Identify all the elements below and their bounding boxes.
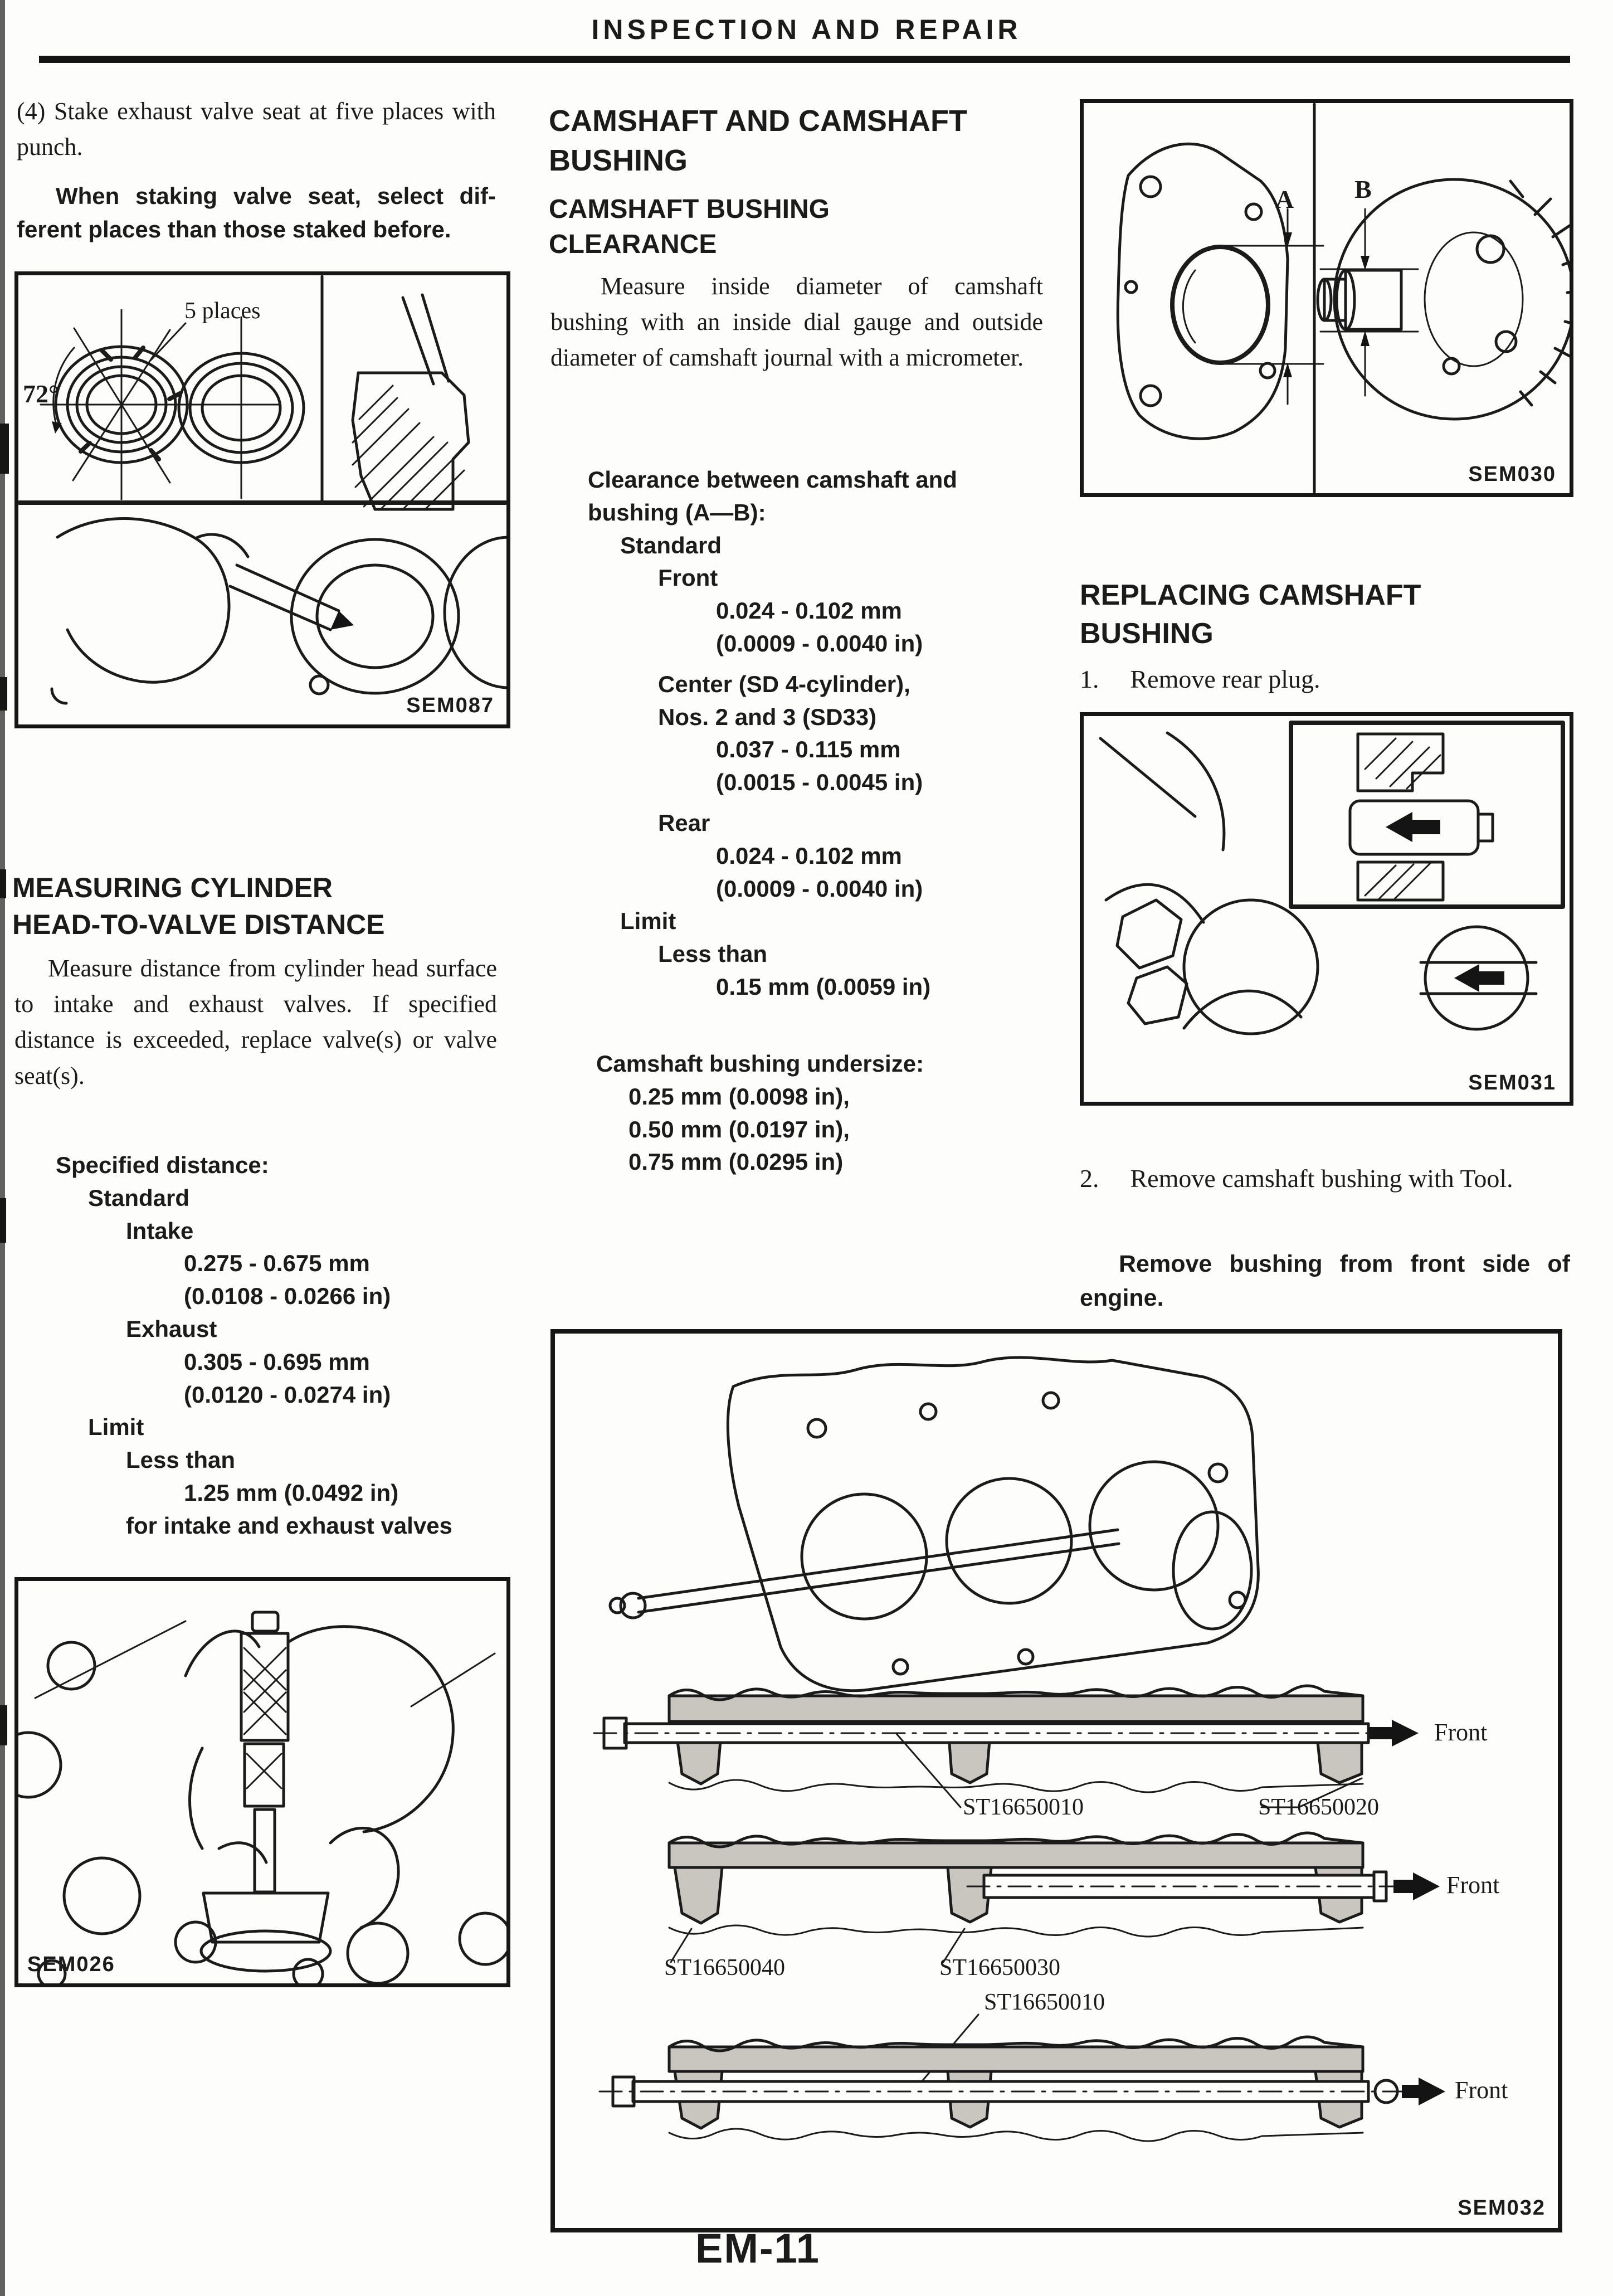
spec-line: Exhaust — [126, 1315, 217, 1342]
paragraph-stake-valve-seat: (4) Stake exhaust valve seat at five places with punch. — [17, 98, 496, 161]
heading-line: BUSHING — [549, 144, 688, 178]
camshaft-bushing-drawing — [1084, 103, 1570, 493]
spec-line: 0.275 - 0.675 mm — [184, 1250, 370, 1277]
rear-plug-drawing — [1084, 716, 1570, 1102]
spec-line: (0.0108 - 0.0266 in) — [184, 1283, 391, 1310]
spec-line: (0.0009 - 0.0040 in) — [716, 630, 923, 656]
tool-label-st16650040: ST16650040 — [664, 1955, 786, 1981]
spec-line: Clearance between camshaft and bushing (A—B): — [588, 466, 957, 526]
spec-line: (0.0120 - 0.0274 in) — [184, 1381, 391, 1408]
figure-annotation-angle: 72° — [23, 380, 59, 408]
tool-label-st16650020: ST16650020 — [1258, 1794, 1380, 1820]
spec-list-undersize — [557, 1048, 1047, 1179]
heading-line: CLEARANCE — [549, 230, 717, 260]
spec-line: Camshaft bushing undersize: — [596, 1050, 924, 1077]
spec-line: Specified distance: — [56, 1152, 269, 1178]
paragraph-measure-distance: Measure distance from cylinder head surface to intake and exhaust valves. If specified distance is exceeded, replace valve(s) or valve seat(s). — [14, 955, 497, 1089]
note-remove-bushing: Remove bushing from front side of engine. — [1080, 1251, 1570, 1312]
spec-line: Nos. 2 and 3 (SD33) — [658, 703, 877, 730]
spec-line: 0.15 mm (0.0059 in) — [716, 973, 931, 1000]
spec-line: 0.50 mm (0.0197 in), — [628, 1116, 850, 1142]
spec-line: Standard — [88, 1184, 190, 1211]
figure-code-sem087: SEM087 — [406, 694, 494, 717]
spec-line: Limit — [88, 1414, 144, 1441]
tool-label-st16650010: ST16650010 — [963, 1794, 1084, 1820]
header-rule — [39, 56, 1570, 63]
tool-label-st16650030: ST16650030 — [939, 1955, 1061, 1981]
spec-line: Center (SD 4-cylinder), — [658, 670, 910, 697]
page-title: INSPECTION AND REPAIR — [591, 14, 1022, 45]
figure-annotation-places: 5 places — [184, 298, 261, 324]
step-1 — [1080, 661, 1565, 697]
scan-notch — [0, 869, 6, 898]
spec-line: Limit — [620, 908, 676, 935]
dimension-label-a: A — [1275, 185, 1294, 213]
figure-sem030-clearance-measure — [1080, 99, 1573, 497]
note-staking: When staking valve seat, select different places than those staked before. — [17, 183, 496, 242]
paragraph-measure-bushing: Measure inside diameter of camshaft bushing with an inside dial gauge and outside diameter of camshaft journal with a micrometer. — [550, 273, 1043, 372]
heading-line: BUSHING — [1080, 617, 1214, 650]
section-heading-replacing — [1080, 576, 1565, 653]
sub-heading-bushing-clearance — [549, 192, 1050, 262]
heading-line: CAMSHAFT BUSHING — [549, 194, 830, 224]
scan-notch — [0, 1198, 6, 1243]
bushing-replacement-drawing — [555, 1334, 1558, 2228]
page-number: EM-11 — [695, 2225, 820, 2271]
scan-notch — [0, 1705, 7, 1745]
spec-line: Less than — [658, 941, 768, 967]
figure-sem026-depth-gauge — [14, 1577, 510, 1987]
dimension-label-b: B — [1354, 175, 1372, 203]
step-text: Remove camshaft bushing with Tool. — [1130, 1164, 1513, 1193]
front-direction-label: Front — [1455, 2076, 1508, 2104]
heading-line: HEAD-TO-VALVE DISTANCE — [12, 909, 385, 940]
section-heading-measuring — [12, 869, 503, 943]
spec-line: (0.0009 - 0.0040 in) — [716, 875, 923, 902]
heading-line: REPLACING CAMSHAFT — [1080, 579, 1421, 611]
figure-sem032-bushing-tools — [550, 1329, 1562, 2232]
spec-list-clearance — [549, 464, 1050, 1004]
figure-code-sem032: SEM032 — [1458, 2196, 1546, 2220]
spec-line: 1.25 mm (0.0492 in) — [184, 1479, 399, 1506]
spec-line: 0.305 - 0.695 mm — [184, 1348, 370, 1375]
valve-seat-staking-drawing — [18, 275, 506, 724]
step-number: 2. — [1080, 1164, 1099, 1193]
spec-line: Standard — [620, 532, 722, 558]
spec-line: 0.037 - 0.115 mm — [716, 736, 901, 763]
spec-line: 0.25 mm (0.0098 in), — [628, 1083, 850, 1110]
figure-sem087-valve-seat-staking — [14, 271, 510, 728]
spec-line: 0.024 - 0.102 mm — [716, 597, 902, 624]
figure-sem031-rear-plug — [1080, 712, 1573, 1106]
spec-line: Front — [658, 565, 718, 591]
depth-gauge-drawing — [18, 1581, 506, 1983]
figure-code-sem026: SEM026 — [27, 1953, 115, 1976]
step-number: 1. — [1080, 665, 1099, 693]
figure-code-sem030: SEM030 — [1468, 463, 1556, 486]
step-2 — [1080, 1160, 1566, 1196]
scan-notch — [0, 677, 7, 711]
spec-list-specified-distance — [17, 1149, 501, 1543]
heading-line: MEASURING CYLINDER — [12, 872, 333, 903]
spec-line: for intake and exhaust valves — [126, 1512, 452, 1539]
spec-line: 0.75 mm (0.0295 in) — [628, 1149, 844, 1175]
spec-line: (0.0015 - 0.0045 in) — [716, 769, 923, 796]
front-direction-label: Front — [1434, 1719, 1488, 1746]
front-direction-label: Front — [1446, 1871, 1500, 1899]
scan-notch — [0, 424, 9, 474]
heading-line: CAMSHAFT AND CAMSHAFT — [549, 104, 967, 138]
figure-code-sem031: SEM031 — [1468, 1071, 1556, 1095]
tool-label-st16650010-lower: ST16650010 — [984, 1989, 1105, 2015]
spec-line: Rear — [658, 809, 710, 836]
spec-line: 0.024 - 0.102 mm — [716, 842, 902, 869]
step-text: Remove rear plug. — [1130, 665, 1320, 693]
spec-line: Intake — [126, 1217, 194, 1244]
scan-edge-artifact — [0, 0, 5, 2296]
spec-line: Less than — [126, 1447, 236, 1473]
section-heading-camshaft — [549, 101, 1050, 181]
